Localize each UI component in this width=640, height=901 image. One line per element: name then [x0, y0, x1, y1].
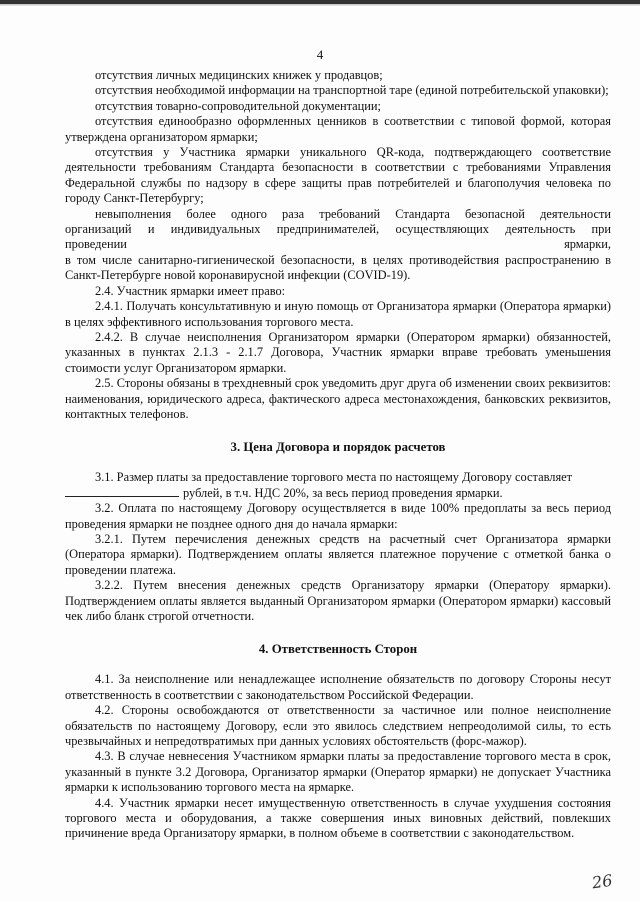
clause-item: отсутствия личных медицинских книжек у продавцов; [95, 68, 383, 82]
clause-word: проведении [65, 237, 127, 252]
page-number: 4 [316, 47, 324, 62]
section-4-heading: 4. Ответственность Сторон [258, 642, 418, 657]
clause-line: невыполнения более одного раза требований Стандарта безопасной деятельности [95, 206, 611, 221]
clause-3-1-text: рублей, в т.ч. НДС 20%, за весь период проведения ярмарки. [183, 485, 503, 500]
clause-item: отсутствия у Участника ярмарки уникального QR-кода, подтверждающего соответствие деятельности требованиям Стандарта безопасности в соответствии с требованиями Управления Федеральной службы по надзору в сфере защиты прав потребителей и благополучия человека по городу Санкт-Петербургу; [65, 145, 611, 206]
clause-item: отсутствия необходимой информации на транспортной таре (единой потребительской упаковки); [95, 83, 609, 98]
section-3-heading: 3. Цена Договора и порядок расчетов [230, 440, 446, 455]
handwritten-page-mark: 26 [590, 870, 614, 893]
amount-blank [65, 486, 179, 497]
clause-item: 3.2.1. Путем перечисления денежных средств на расчетный счет Организатора ярмарки (Оператора ярмарки). Подтверждением оплаты является платежное поручение с отметкой банка о проведении платежа. [65, 531, 611, 577]
clause-line: организаций и индивидуальных предпринимателей, осуществляющих деятельность при [65, 222, 611, 237]
clause-item: в том числе санитарно-гигиенической безопасности, в целях противодействия распространению в Санкт-Петербурге новой коронавирусной инфекции (COVID-19). [65, 252, 611, 283]
clause-item: 4.4. Участник ярмарки несет имущественную ответственность в случае ухудшения состояния торгового места и оборудования, а также совершения иных виновных действий, повлекших причинение вреда Организатору ярмарки, в полном объеме в соответствии с законодательством. [65, 795, 611, 841]
clause-item: 4.2. Стороны освобождаются от ответственности за частичное или полное неисполнение обязательств по настоящему Договору, если это явилось следствием непреодолимой силы, то есть чрезвычайных и непредотвратимых при данных условиях обстоятельств (форс-мажор). [65, 703, 611, 749]
clause-line [65, 237, 611, 252]
rights-heading: 2.4. Участник ярмарки имеет право: [95, 283, 286, 298]
clause-item: 2.4.1. Получать консультативную и иную помощь от Организатора ярмарки (Оператора ярмарки) в целях эффективного использования торгового места. [65, 299, 611, 329]
clause-item: 4.3. В случае невнесения Участником ярмарки платы за предоставление торгового места в срок, указанный в пункте 3.2 Договора, Организатор ярмарки (Оператор ярмарки) не допускает Участника ярмарки к использованию торгового места на ярмарке. [65, 749, 611, 795]
document-body [65, 68, 611, 842]
clause-item: 3.2. Оплата по настоящему Договору осуществляется в виде 100% предоплаты за весь период проведения ярмарки не позднее одного дня до начала ярмарки: [65, 501, 611, 531]
clause-item: 2.4.2. В случае неисполнения Организатором ярмарки (Оператором ярмарки) обязанностей, указанных в пунктах 2.1.3 - 2.1.7 Договора, Участник ярмарки вправе требовать уменьшения стоимости услуг Организатором ярмарки. [65, 329, 611, 375]
clause-item: 2.5. Стороны обязаны в трехдневный срок уведомить друг друга об изменении своих реквизитов: наименования, юридического адреса, фактического адреса местонахождения, банковских реквизитов, контактных телефонов. [65, 376, 611, 421]
clause-word: ярмарки, [564, 237, 611, 252]
clause-item: отсутствия товарно-сопроводительной документации; [95, 98, 381, 113]
clause-3-1-amount [65, 486, 611, 501]
scan-edge [0, 0, 640, 6]
clause-item: 3.2.2. Путем внесения денежных средств Организатору ярмарки (Оператору ярмарки). Подтверждением оплаты является выданный Организатором ярмарки (Оператором ярмарки) кассовый чек либо бланк строгой отчетности. [65, 578, 611, 623]
clause-item: отсутствия единообразно оформленных ценников в соответствии с типовой формой, которая утверждена организатором ярмарки; [65, 114, 611, 144]
clause-3-1: 3.1. Размер платы за предоставление торгового места по настоящему Договору составляет [95, 470, 573, 485]
clause-item: 4.1. За неисполнение или ненадлежащее исполнение обязательств по договору Стороны несут ответственность в соответствии с законодательством Российской Федерации. [65, 672, 611, 702]
